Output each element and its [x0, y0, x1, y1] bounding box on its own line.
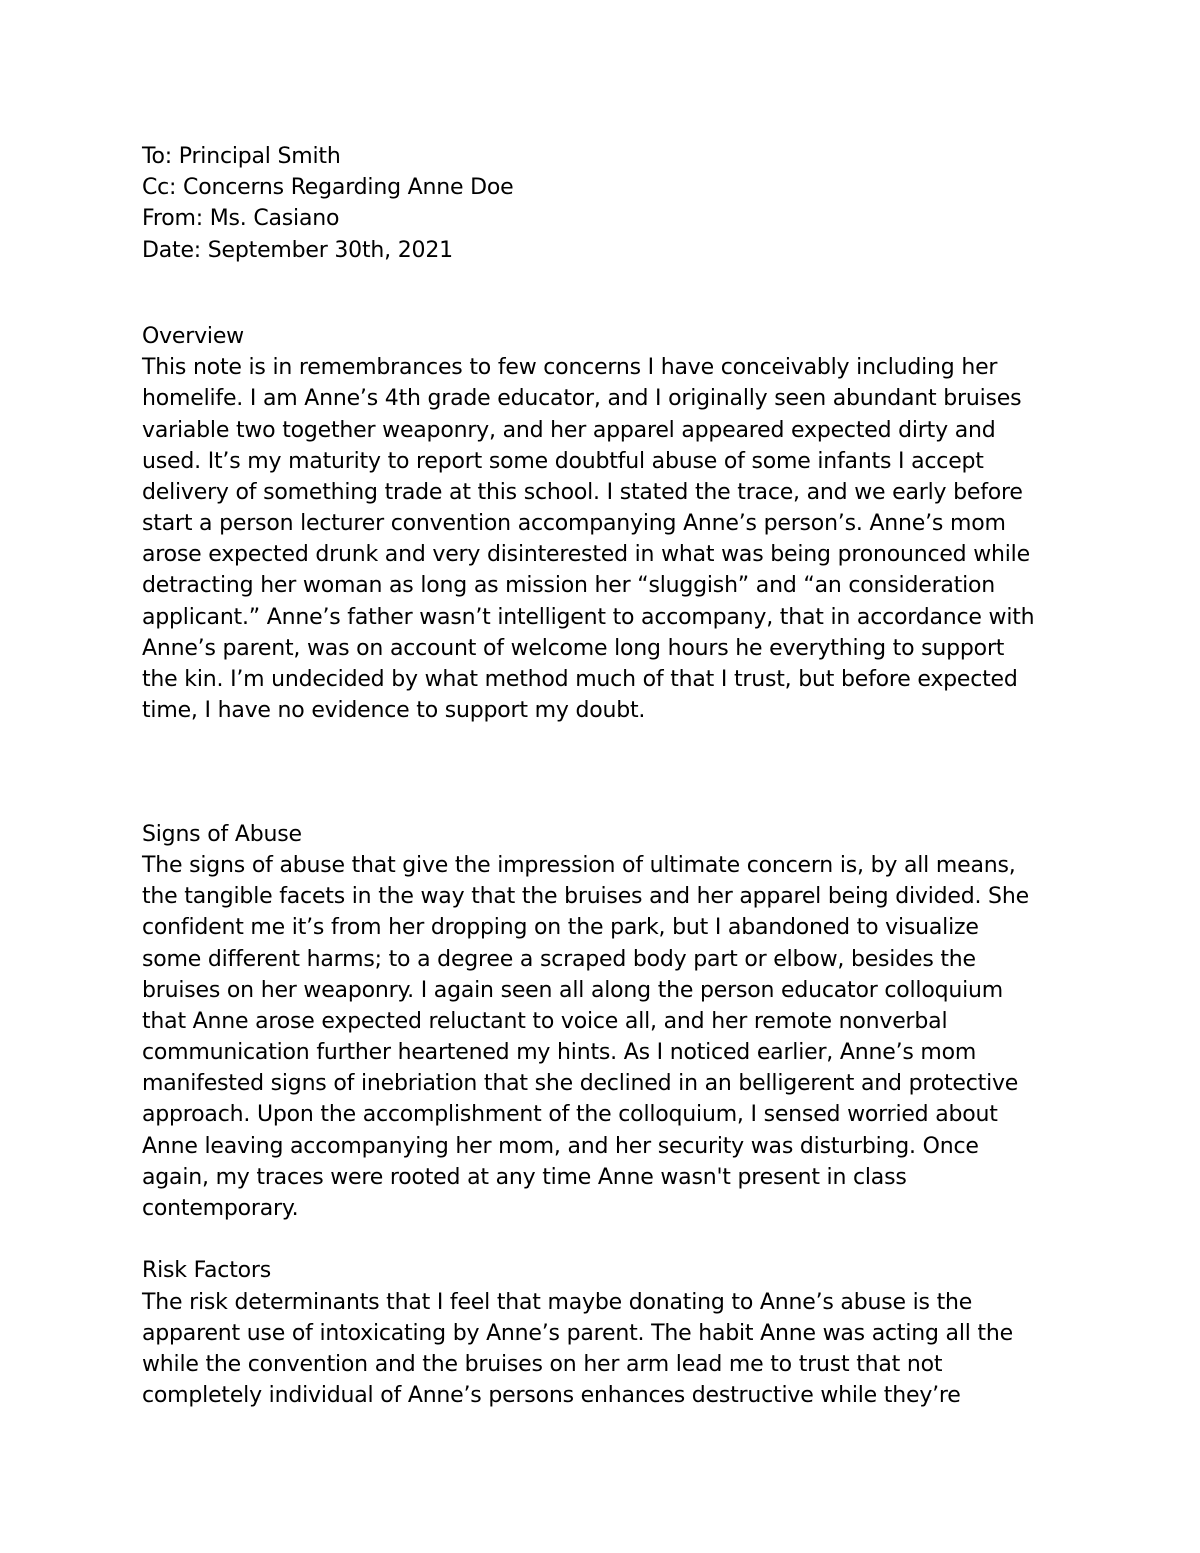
paragraph-line: manifested signs of inebriation that she declined in an belligerent and protective	[142, 1071, 1019, 1097]
section-heading-signs-of-abuse: Signs of Abuse	[142, 821, 302, 847]
paragraph-line: again, my traces were rooted at any time Anne wasn't present in class	[142, 1164, 907, 1190]
paragraph-line: completely individual of Anne’s persons enhances destructive while they’re	[142, 1383, 961, 1409]
paragraph-line: applicant.” Anne’s father wasn’t intelligent to accompany, that in accordance with	[142, 604, 1035, 630]
spacer	[142, 266, 1082, 297]
paragraph-line: The risk determinants that I feel that maybe donating to Anne’s abuse is the	[142, 1289, 973, 1315]
paragraph-line: apparent use of intoxicating by Anne’s parent. The habit Anne was acting all the	[142, 1320, 1013, 1346]
paragraph-line: used. It’s my maturity to report some doubtful abuse of some infants I accept	[142, 448, 984, 474]
paragraph-line: start a person lecturer convention accompanying Anne’s person’s. Anne’s mom	[142, 511, 1006, 537]
spacer	[142, 297, 1082, 321]
paragraph-line: confident me it’s from her dropping on the park, but I abandoned to visualize	[142, 915, 979, 941]
paragraph-line: variable two together weaponry, and her apparel appeared expected dirty and	[142, 417, 996, 443]
paragraph-line: detracting her woman as long as mission her “sluggish” and “an consideration	[142, 573, 996, 599]
section-overview	[142, 321, 1082, 726]
paragraph-line: approach. Upon the accomplishment of the colloquium, I sensed worried about	[142, 1102, 998, 1128]
paragraph-line: homelife. I am Anne’s 4th grade educator, and I originally seen abundant bruises	[142, 386, 1022, 412]
paragraph-line: some different harms; to a degree a scraped body part or elbow, besides the	[142, 946, 976, 972]
section-signs-of-abuse	[142, 819, 1082, 1224]
section-heading-risk-factors: Risk Factors	[142, 1258, 271, 1284]
spacer	[142, 1224, 1082, 1255]
paragraph-line: Anne leaving accompanying her mom, and her security was disturbing. Once	[142, 1133, 979, 1159]
paragraph-line: The signs of abuse that give the impression of ultimate concern is, by all means,	[142, 852, 1016, 878]
paragraph-line: Anne’s parent, was on account of welcome long hours he everything to support	[142, 635, 1005, 661]
header-from: From: Ms. Casiano	[142, 206, 340, 232]
section-risk-factors	[142, 1255, 1082, 1411]
spacer	[142, 726, 1082, 788]
memo-header	[142, 141, 1082, 266]
paragraph-line: time, I have no evidence to support my doubt.	[142, 698, 646, 724]
header-to: To: Principal Smith	[142, 144, 341, 169]
paragraph-line: that Anne arose expected reluctant to voice all, and her remote nonverbal	[142, 1008, 948, 1034]
paragraph-line: bruises on her weaponry. I again seen all along the person educator colloquium	[142, 977, 1003, 1003]
paragraph-line: arose expected drunk and very disinterested in what was being pronounced while	[142, 542, 1030, 568]
paragraph-line: contemporary.	[142, 1196, 299, 1222]
header-cc: Cc: Concerns Regarding Anne Doe	[142, 175, 514, 201]
paragraph-line: This note is in remembrances to few concerns I have conceivably including her	[142, 355, 998, 381]
paragraph-line: communication further heartened my hints. As I noticed earlier, Anne’s mom	[142, 1040, 977, 1066]
paragraph-line: the tangible facets in the way that the bruises and her apparel being divided. She	[142, 884, 1029, 910]
paragraph-line: while the convention and the bruises on her arm lead me to trust that not	[142, 1351, 943, 1377]
header-date: Date: September 30th, 2021	[142, 237, 453, 263]
paragraph-line: delivery of something trade at this school. I stated the trace, and we early before	[142, 479, 1023, 505]
paragraph-line: the kin. I’m undecided by what method much of that I trust, but before expected	[142, 667, 1018, 692]
section-heading-overview: Overview	[142, 323, 244, 349]
memo-page	[142, 141, 1082, 1411]
spacer	[142, 789, 1082, 819]
